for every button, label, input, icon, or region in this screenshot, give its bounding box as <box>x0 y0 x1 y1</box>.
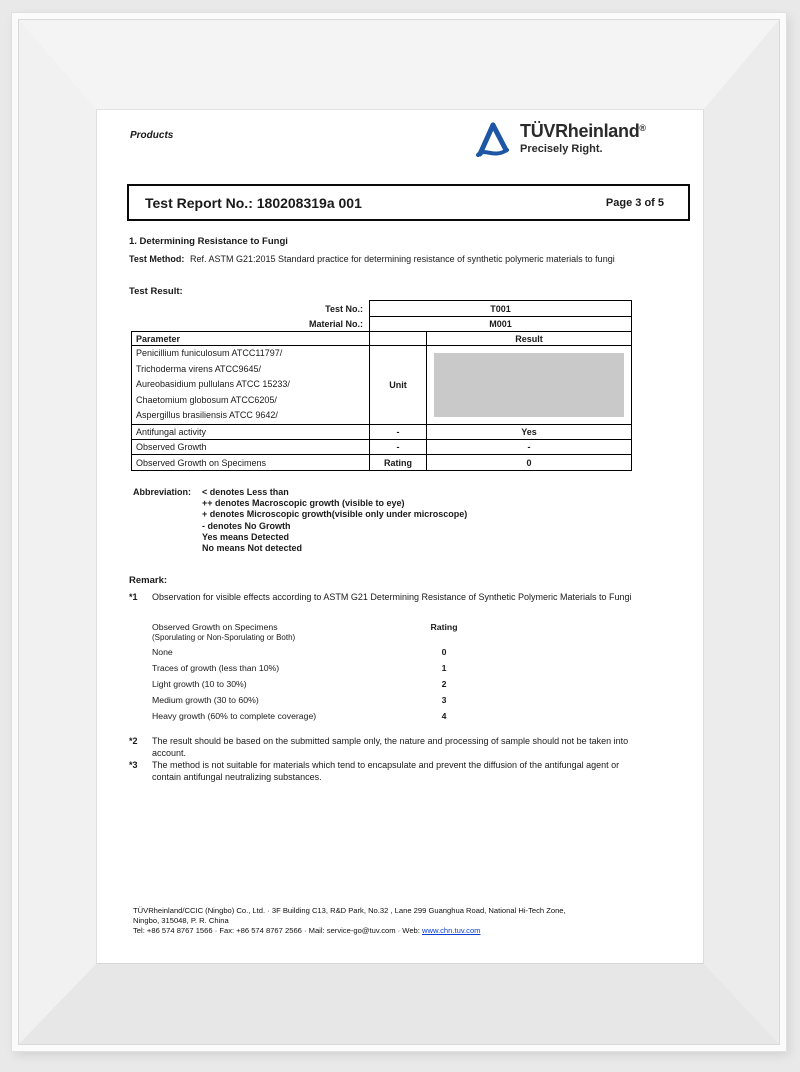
remark-item-3 <box>129 760 632 783</box>
table-row <box>132 455 632 471</box>
footer-address-block <box>133 906 566 936</box>
row-parameter: Observed Growth <box>132 440 370 455</box>
fungi-line: Aspergillus brasiliensis ATCC 9642/ <box>136 410 278 421</box>
remark-text: Observation for visible effects according to ASTM G21 Determining Resistance of Synthetic Polymeric Materials to Fungi <box>152 592 632 602</box>
rating-col2-header: Rating <box>430 622 458 632</box>
rating-row-value: 0 <box>441 647 447 657</box>
test-method-row <box>129 254 630 265</box>
rating-row-value: 3 <box>441 695 447 705</box>
footer-line-1: TÜVRheinland/CCIC (Ningbo) Co., Ltd. · 3F Building C13, R&D Park, No.32 , Lane 299 Guanghua Road, National Hi-Tech Zone, <box>133 906 566 915</box>
test-result-label: Test Result: <box>129 286 183 297</box>
section-heading: 1. Determining Resistance to Fungi <box>129 236 288 247</box>
table-row <box>132 317 632 332</box>
rating-table-header <box>152 622 474 644</box>
remark-item-2 <box>129 736 632 759</box>
rating-row-label: Medium growth (30 to 60%) <box>152 695 259 705</box>
report-title: Test Report No.: 180208319a 001 <box>145 194 362 211</box>
abbreviation-line: < denotes Less than <box>202 487 289 497</box>
remark-marker: *1 <box>129 592 138 602</box>
abbreviation-block <box>133 487 467 554</box>
abbreviation-line: ++ denotes Macroscopic growth (visible to eye) <box>202 498 405 509</box>
abbreviation-label: Abbreviation: <box>133 487 192 497</box>
report-page <box>97 110 703 963</box>
footer-line-2: Ningbo, 315048, P. R. China <box>133 916 229 925</box>
fungi-list-cell <box>132 346 370 425</box>
material-no-label: Material No.: <box>308 318 363 329</box>
picture-frame <box>12 13 786 1051</box>
fungi-line: Trichoderma virens ATCC9645/ <box>136 363 262 374</box>
remark-marker: *2 <box>129 736 138 746</box>
fungi-line: Chaetomium globosum ATCC6205/ <box>136 394 277 405</box>
row-result: Yes <box>427 425 632 440</box>
material-no-value: M001 <box>370 317 632 332</box>
abbreviation-line: + denotes Microscopic growth(visible only under microscope) <box>202 509 468 520</box>
rating-row <box>152 692 474 708</box>
remark-item-1 <box>129 592 632 604</box>
abbreviation-lines <box>202 487 467 554</box>
unit-label: Unit <box>370 346 427 425</box>
fungi-line: Penicillium funiculosum ATCC11797/ <box>136 348 283 359</box>
frame-mat <box>19 20 779 1044</box>
rating-row <box>152 676 474 692</box>
page-indicator: Page 3 of 5 <box>605 196 664 209</box>
unit-header-cell <box>370 332 427 346</box>
rating-row <box>152 708 474 724</box>
row-unit: - <box>370 425 427 440</box>
tuv-rheinland-logo <box>473 118 646 160</box>
rating-row-value: 4 <box>441 711 447 721</box>
shaded-result-cell <box>427 346 632 425</box>
logo-brand-text: TÜVRheinland® <box>520 121 646 141</box>
rating-row <box>152 660 474 676</box>
rating-row-value: 1 <box>441 663 447 673</box>
tuv-triangle-icon <box>473 120 513 160</box>
row-parameter: Antifungal activity <box>132 425 370 440</box>
products-label: Products <box>130 130 174 141</box>
rating-col1-header: Observed Growth on Specimens (Sporulating or Non-Sporulating or Both) <box>152 622 296 642</box>
table-row <box>132 346 632 425</box>
test-no-label: Test No.: <box>325 303 363 314</box>
test-method-label: Test Method: <box>129 254 185 264</box>
abbreviation-line: Yes means Detected <box>202 531 290 542</box>
rating-row-label: Light growth (10 to 30%) <box>152 679 247 689</box>
rating-row-label: Heavy growth (60% to complete coverage) <box>152 711 317 721</box>
abbreviation-line: - denotes No Growth <box>202 520 291 531</box>
fungi-line: Aureobasidium pullulans ATCC 15233/ <box>136 379 290 390</box>
result-header: Result <box>427 332 632 346</box>
remark-text: The result should be based on the submitted sample only, the nature and processing of sample should not be taken into account. <box>152 736 629 758</box>
test-method-value: Ref. ASTM G21:2015 Standard practice for determining resistance of synthetic polymeric materials to fungi <box>190 254 615 264</box>
remark-marker: *3 <box>129 760 138 770</box>
table-row <box>132 425 632 440</box>
rating-row <box>152 644 474 660</box>
footer-web-link[interactable]: www.chn.tuv.com <box>421 926 481 935</box>
rating-row-label: None <box>152 647 173 657</box>
result-table <box>131 300 632 471</box>
row-parameter: Observed Growth on Specimens <box>132 455 370 471</box>
registered-mark: ® <box>639 123 646 133</box>
table-row <box>132 332 632 346</box>
remark-text: The method is not suitable for materials which tend to encapsulate and prevent the diffusion of the antifungal agent or contain antifungal neutralizing substances. <box>152 760 620 782</box>
parameter-header: Parameter <box>132 332 370 346</box>
row-result: - <box>427 440 632 455</box>
row-unit: - <box>370 440 427 455</box>
rating-table <box>152 622 474 724</box>
table-row <box>132 301 632 317</box>
rating-row-value: 2 <box>441 679 447 689</box>
row-unit: Rating <box>370 455 427 471</box>
report-number-box <box>127 184 690 221</box>
shaded-result-box <box>434 353 624 417</box>
row-result: 0 <box>427 455 632 471</box>
logo-tagline: Precisely Right. <box>520 143 603 155</box>
test-no-value: T001 <box>370 301 632 317</box>
rating-row-label: Traces of growth (less than 10%) <box>152 663 280 673</box>
abbreviation-line: No means Not detected <box>202 543 303 554</box>
table-row <box>132 440 632 455</box>
remark-label: Remark: <box>129 575 168 586</box>
footer-line-3: Tel: +86 574 8767 1566 · Fax: +86 574 8767 2566 · Mail: service-go@tuv.com · Web: www.chn.tuv.com <box>133 926 481 935</box>
